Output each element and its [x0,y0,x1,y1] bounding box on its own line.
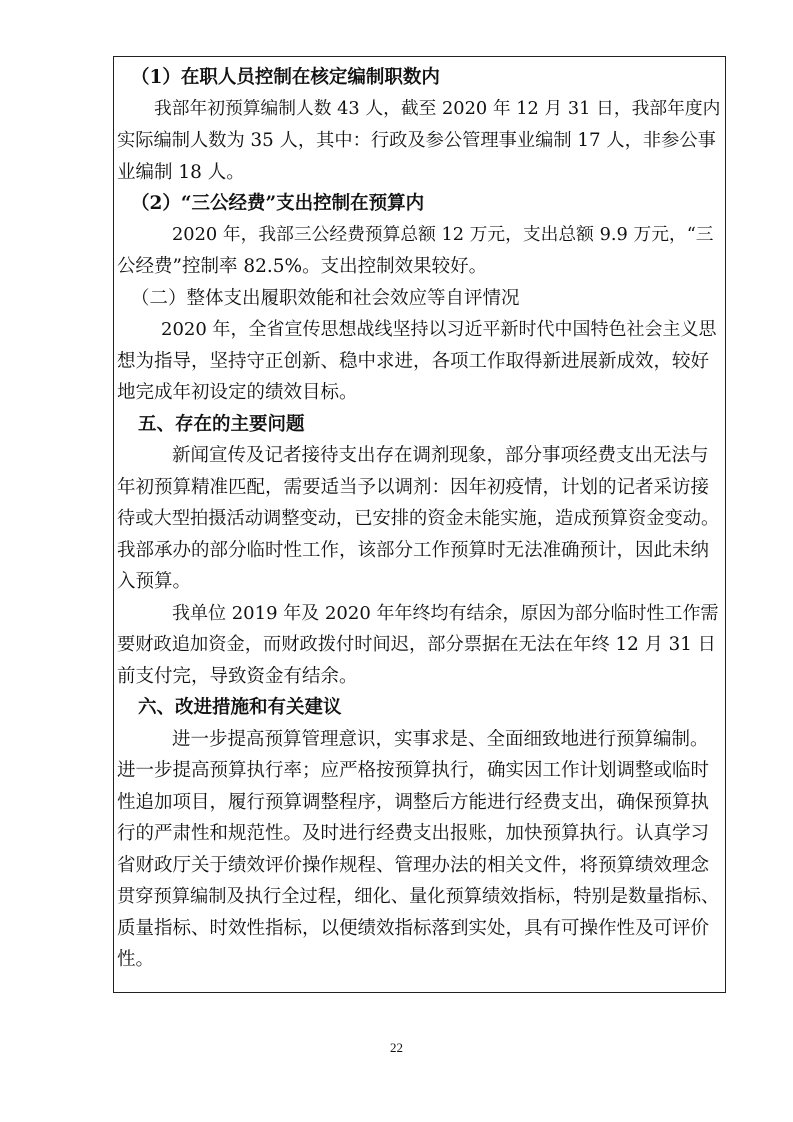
problems-p1-line-1: 新闻宣传及记者接待支出存在调剂现象，部分事项经费支出无法与 [172,445,709,466]
problems-p1-line-5: 入预算。 [117,571,192,592]
problems-p1-line-2: 年初预算精准匹配，需要适当予以调剂：因年初疫情，计划的记者采访接 [117,476,710,498]
performance-line-1: 2020 年，全省宣传思想战线坚持以习近平新时代中国特色社会主义思 [161,319,717,340]
performance-line-3: 地完成年初设定的绩效目标。 [117,382,358,403]
measures-line-4: 行的严肃性和规范性。及时进行经费支出报账，加快预算执行。认真学习 [117,823,710,844]
measures-line-1: 进一步提高预算管理意识，实事求是、全面细致地进行预算编制。 [172,728,709,750]
problems-p2-line-1: 我单位 2019 年及 2020 年年终均有结余，原因为部分临时性工作需 [172,602,719,624]
problems-p2-line-3: 前支付完，导致资金有结余。 [117,665,358,687]
document-body [117,62,720,976]
staffing-line-1: 我部年初预算编制人数 43 人，截至 2020 年 12 月 31 日，我部年度内 [154,98,721,119]
problems-p2-line-2: 要财政追加资金，而财政拨付时间迟，部分票据在无法在年终 12 月 31 日 [117,634,716,655]
measures-line-8: 性。 [117,949,155,970]
measures-line-5: 省财政厅关于绩效评价操作规程、管理办法的相关文件，将预算绩效理念 [117,854,710,876]
performance-line-2: 想为指导，坚持守正创新、稳中求进，各项工作取得新进展新成效，较好 [117,350,710,372]
section-heading-three-public-expenses: （2）“三公经费”支出控制在预算内 [131,193,425,214]
measures-line-6: 贯穿预算编制及执行全过程，细化、量化预算绩效指标，特别是数量指标、 [117,886,720,907]
section-heading-improvement-measures: 六、改进措施和有关建议 [138,697,342,718]
section-heading-performance-evaluation: （二）整体支出履职效能和社会效应等自评情况 [131,287,520,309]
measures-line-3: 性追加项目，履行预算调整程序，调整后方能进行经费支出，确保预算执 [117,791,710,813]
problems-p1-line-4: 我部承办的部分临时性工作，该部分工作预算时无法准确预计，因此未纳 [117,539,710,561]
page-number: 22 [390,1040,403,1055]
problems-p1-line-3: 待或大型拍摄活动调整变动，已安排的资金未能实施，造成预算资金变动。 [117,508,720,529]
section-heading-staffing: （1）在职人员控制在核定编制职数内 [131,67,440,88]
staffing-line-3: 业编制 18 人。 [117,161,245,183]
expenses-line-2: 公经费”控制率 82.5%。支出控制效果较好。 [117,256,488,277]
expenses-line-1: 2020 年，我部三公经费预算总额 12 万元，支出总额 9.9 万元，“三 [172,224,714,245]
measures-line-2: 进一步提高预算执行率；应严格按预算执行，确实因工作计划调整或临时 [117,760,710,781]
staffing-line-2: 实际编制人数为 35 人，其中：行政及参公管理事业编制 17 人，非参公事 [117,130,716,151]
section-heading-main-problems: 五、存在的主要问题 [138,413,305,435]
measures-line-7: 质量指标、时效性指标，以便绩效指标落到实处，具有可操作性及可评价 [117,917,710,939]
